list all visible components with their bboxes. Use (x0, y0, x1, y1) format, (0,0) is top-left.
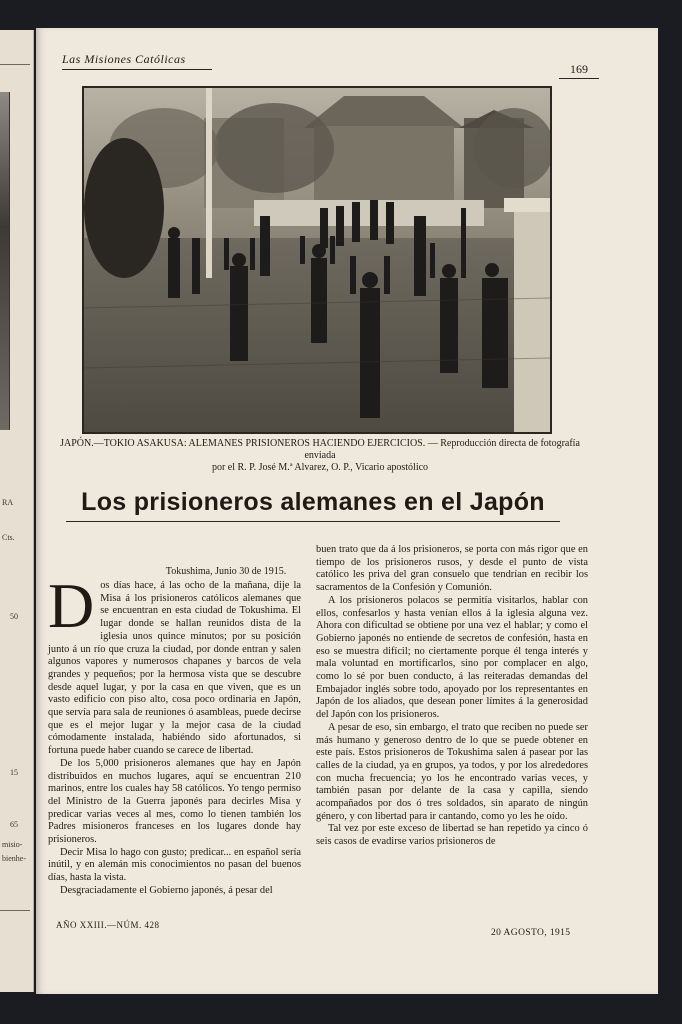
left-page-fragment: RA (2, 498, 14, 507)
photo-illustration (84, 88, 550, 432)
left-page-fragment: 50 (10, 612, 18, 621)
left-facing-page (0, 30, 34, 992)
paragraph: os días hace, á las ocho de la mañana, dije la Misa á los prisioneros católicos alemanes que se encuentran en esta ciudad de Tokushima. El lugar donde se hallan reunidos dista de la iglesia unos quince minutos; por su posición junto á un río que cruza la ciudad, por donde entran y salen algunos vapores y numerosos chapanes y barcos de vela grandes y pequeños; por la hermosa vista que se descubre desde aquel lugar, y por la casa en que viven, que es un vasto edificio con piso alto, cosa poco ordinaria en Japón, que servía para sala de reuniones ó asambleas, puede decirse que es el mejor lugar y la mejor casa de la ciudad cómodamente instalada, habiéndo sido afortunados, si fortuna puede haber cuando se carece de libertad. (48, 580, 301, 757)
issue-number: AÑO XXIII.—NÚM. 428 (56, 920, 160, 930)
paragraph: buen trato que da á los prisioneros, se porta con más rigor que en tiempo de los prisioneros rusos, y desde el punto de vista católico les priva del gran consuelo que tendrían en recibir los sacramentos de la Confesión y Comunión. (316, 544, 588, 594)
publication-header: Las Misiones Católicas (62, 52, 212, 70)
article-title: Los prisioneros alemanes en el Japón (66, 488, 560, 522)
caption-line: por el R. P. José M.ª Alvarez, O. P., Vicario apostólico (211, 462, 429, 473)
left-page-rule (0, 910, 30, 911)
magazine-page (36, 28, 658, 994)
paragraph: Tal vez por este exceso de libertad se han repetido ya cinco ó seis casos de evadirse varios prisioneros de (316, 823, 588, 848)
left-page-photo-edge (0, 92, 10, 430)
drop-cap: D (48, 570, 95, 641)
paragraph: De los 5,000 prisioneros alemanes que hay en Japón distribuidos en muchos lugares, aquí se encuentran 210 marinos, entre los cuales hay 58 católicos. Yo tengo permiso del Ministro de la Guerra japonés para decirles Misa y predicar varias veces al mes, como lo tienen también los Padres misioneros franceses en los lugares donde hay prisioneros. (48, 757, 301, 846)
paragraph: Desgraciadamente el Gobierno japonés, á pesar del (60, 884, 273, 896)
paragraph: A pesar de eso, sin embargo, el trato que reciben no puede ser más humano y generoso dentro de lo que se puede obtener en este país. Estos prisioneros de Tokushima salen á pasear por las calles de la ciudad, ya en grupos, ya todos, y por los alrededores con mucha frecuencia; yo los he encontrado varias veces, y también pasan por delante de la casa y capilla, siendo acompañados por dos ó tres soldados, sin aparato de ningún género, y con libertad para ir cantando, como yo les he oído. (316, 721, 588, 822)
page-number: 169 (559, 62, 599, 79)
caption-line: JAPÓN.—TOKIO ASAKUSA: ALEMANES PRISIONEROS HACIENDO EJERCICIOS. — Reproducción directa de fotografía enviada (60, 438, 580, 461)
prisoners-exercise-photo (82, 86, 552, 434)
left-page-fragment: bienhe- (2, 854, 26, 863)
left-page-fragment: 15 (10, 768, 18, 777)
article-dateline: Tokushima, Junio 30 de 1915. (165, 566, 287, 577)
photo-caption (50, 438, 590, 474)
issue-date: 20 AGOSTO, 1915 (491, 928, 571, 938)
article-right-column (316, 544, 588, 849)
left-page-fragment: misio- (2, 840, 23, 849)
paragraph: Decir Misa lo hago con gusto; predicar... en español sería inútil, y en alemán mis conocimientos no pasan del buenos días, hasta la vista. (48, 846, 301, 884)
left-page-fragment: 65 (10, 820, 18, 829)
left-page-fragment: Cts. (2, 533, 15, 542)
left-page-rule (0, 64, 30, 65)
paragraph: A los prisioneros polacos se permitía visitarlos, hablar con ellos, confesarlos y hasta venían ellos á la iglesia alguna vez. Ahora con dificultad se obtiene por una vez el hablar; y como el Gobierno japonés no entiende de secretos de confesión, hasta en eso se muestra difícil; no ciertamente porque él tenga interés y mala voluntad en mortificarlos, sino por complacer en algo, como lo sé por buen conducto, á las reiteradas demandas del Embajador inglés sobre todo, apoyado por los representantes en Japón de los aliados, que desean poner límites á la generosidad del Japón con los prisioneros. (316, 594, 588, 721)
